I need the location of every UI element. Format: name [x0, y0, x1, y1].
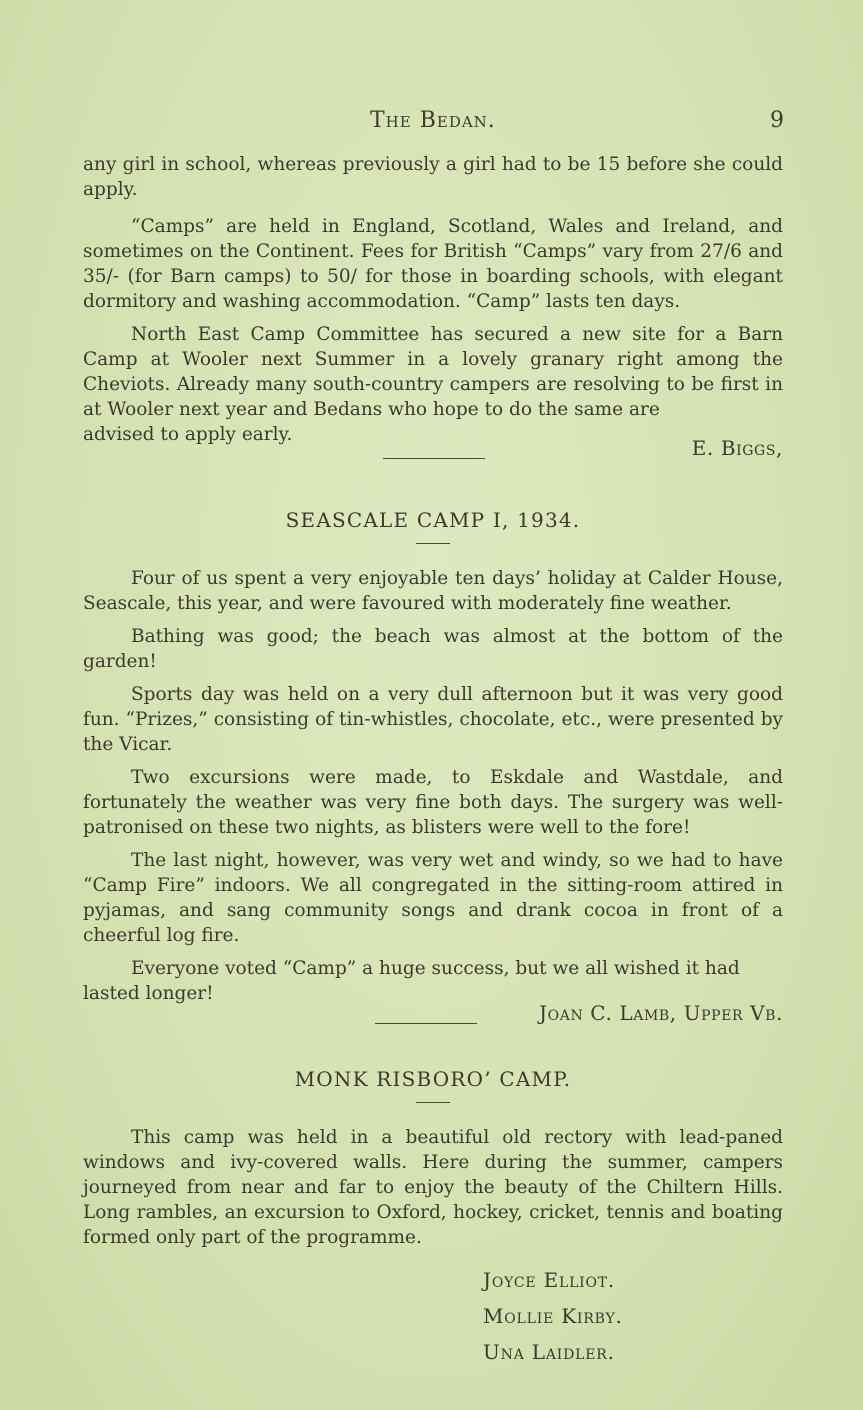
- section-heading-seascale: SEASCALE CAMP I, 1934.: [285, 508, 581, 532]
- seascale-paragraph: Two excursions were made, to Eskdale and Wastdale, and fortunately the weather was very fine both days. The surgery was well-patronised on these two nights, as blisters were well to the fore!: [83, 767, 783, 838]
- seascale-paragraph: Bathing was good; the beach was almost at the bottom of the garden!: [83, 626, 783, 672]
- monk-paragraph: This camp was held in a beautiful old rectory with lead-paned windows and ivy-covered walls. Here during the summer, campers journeyed from near and far to enjoy the beauty of the Chiltern Hills. Long rambles, an excursion to Oxford, hockey, cricket, tennis and boating formed only part of the programme.: [83, 1127, 783, 1248]
- seascale-paragraph: Four of us spent a very enjoyable ten days’ holiday at Calder House, Seascale, this year, and were favoured with moderately fine weather.: [83, 568, 783, 614]
- author-signature: Joan C. Lamb, Upper Vb.: [539, 1001, 783, 1025]
- seascale-paragraph: Sports day was held on a very dull afternoon but it was very good fun. “Prizes,” consisting of tin-whistles, chocolate, etc., were presented by the Vicar.: [83, 684, 783, 755]
- heading-rule: [416, 543, 450, 544]
- author-name: Joyce Elliot.: [483, 1268, 616, 1292]
- intro-signoff: [83, 422, 783, 474]
- camps-paragraph: “Camps” are held in England, Scotland, Wales and Ireland, and sometimes on the Continent. Fees for British “Camps” vary from 27/6 and 35/- (for Barn camps) to 50/ for those in boarding schools, with elegant dormitory and washing accommodation. “Camp” lasts ten days.: [83, 216, 783, 312]
- author-signature: E. Biggs,: [691, 436, 783, 460]
- heading-rule: [416, 1102, 450, 1103]
- journal-title: The Bedan.: [370, 108, 496, 133]
- page-number: 9: [770, 108, 785, 133]
- section-heading-monk-risboro: MONK RISBORO’ CAMP.: [294, 1067, 572, 1091]
- divider-rule: [383, 458, 485, 459]
- article-body: [83, 152, 783, 1376]
- running-header: [0, 104, 863, 144]
- author-name: Mollie Kirby.: [483, 1304, 623, 1328]
- seascale-paragraph: Everyone voted “Camp” a huge success, but we all wished it had: [131, 958, 740, 979]
- author-list: [483, 1268, 783, 1376]
- divider-rule: [375, 1023, 477, 1024]
- continued-paragraph: any girl in school, whereas previously a girl had to be 15 before she could apply.: [83, 154, 783, 200]
- seascale-signoff: [83, 981, 783, 1033]
- intro-last-line: advised to apply early.: [83, 424, 293, 445]
- author-name: Una Laidler.: [483, 1340, 615, 1364]
- wooler-paragraph: North East Camp Committee has secured a new site for a Barn Camp at Wooler next Summer in a lovely granary right among the Cheviots. Already many south-country campers are resolving to be first in at Wooler next year and Bedans who hope to do the same are: [83, 324, 783, 420]
- seascale-last-line: lasted longer!: [83, 983, 214, 1004]
- seascale-paragraph: The last night, however, was very wet and windy, so we had to have “Camp Fire” indoors. We all congregated in the sitting-room attired in pyjamas, and sang community songs and drank cocoa in front of a cheerful log fire.: [83, 850, 783, 946]
